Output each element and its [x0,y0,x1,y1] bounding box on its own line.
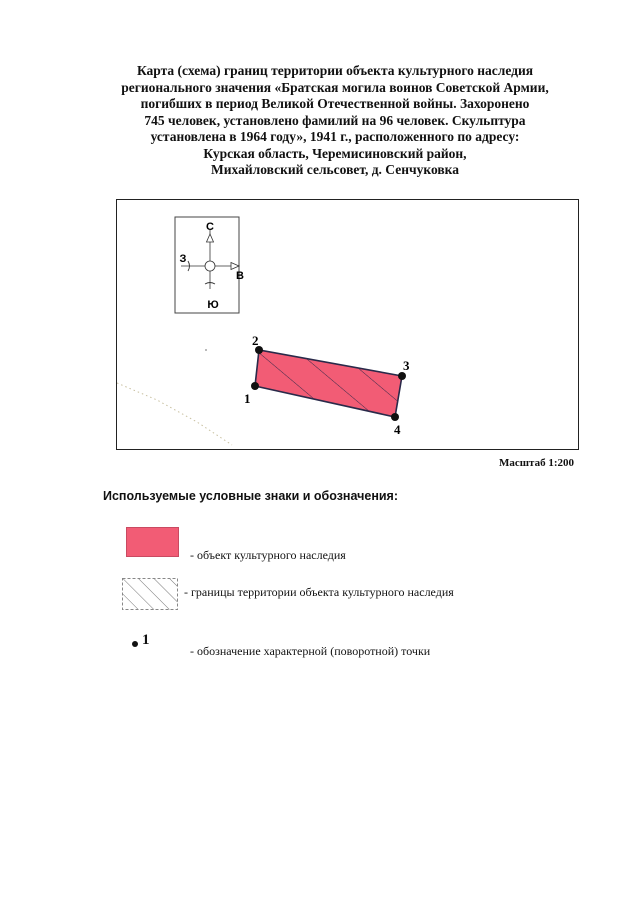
title-line: регионального значения «Братская могила воинов Советской Армии, [121,79,549,95]
legend-point-number: 1 [142,632,150,648]
title-line: Михайловский сельсовет, д. Сенчуковка [211,162,459,177]
legend-point-label: - обозначение характерной (поворотной) точки [190,644,431,658]
title-line: погибших в период Великой Отечественной войны. Захоронено [140,96,530,111]
speck [205,349,207,351]
point-label-4: 4 [394,422,401,437]
title-line: 745 человек, установлено фамилий на 96 человек. Скульптура [144,112,526,128]
point-label-3: 3 [403,358,410,373]
north-arrow-icon [207,234,214,242]
map-title [90,63,580,179]
legend-object-label: - объект культурного наследия [190,548,346,562]
legend-boundary-swatch [122,578,178,610]
title-line: Карта (схема) границ территории объекта культурного наследия [136,63,534,78]
compass-east-label: В [236,270,244,282]
legend-object-swatch [126,527,179,557]
compass [175,217,244,313]
legend-title: Используемые условные знаки и обозначения: [103,489,399,503]
turning-point-1 [251,382,259,390]
point-label-2: 2 [252,333,259,348]
compass-center-circle [205,261,215,271]
road-trace [117,383,232,445]
compass-south-label: Ю [207,299,219,311]
point-label-1: 1 [244,391,251,406]
legend-point-dot [132,641,138,647]
east-arrow-icon [231,263,239,270]
legend-boundary-label: - границы территории объекта культурного наследия [184,585,454,599]
title-line: Курская область, Черемисиновский район, [203,145,467,161]
compass-west-label: З [179,253,187,265]
compass-north-label: С [206,221,214,233]
map-frame [116,199,579,450]
title-line: установлена в 1964 году», 1941 г., расположенного по адресу: [150,129,520,144]
territory-hatching [255,350,402,417]
scale-label: Масштаб 1:200 [499,457,575,469]
turning-point-4 [391,413,399,421]
map-canvas [117,200,578,449]
turning-point-3 [398,372,406,380]
